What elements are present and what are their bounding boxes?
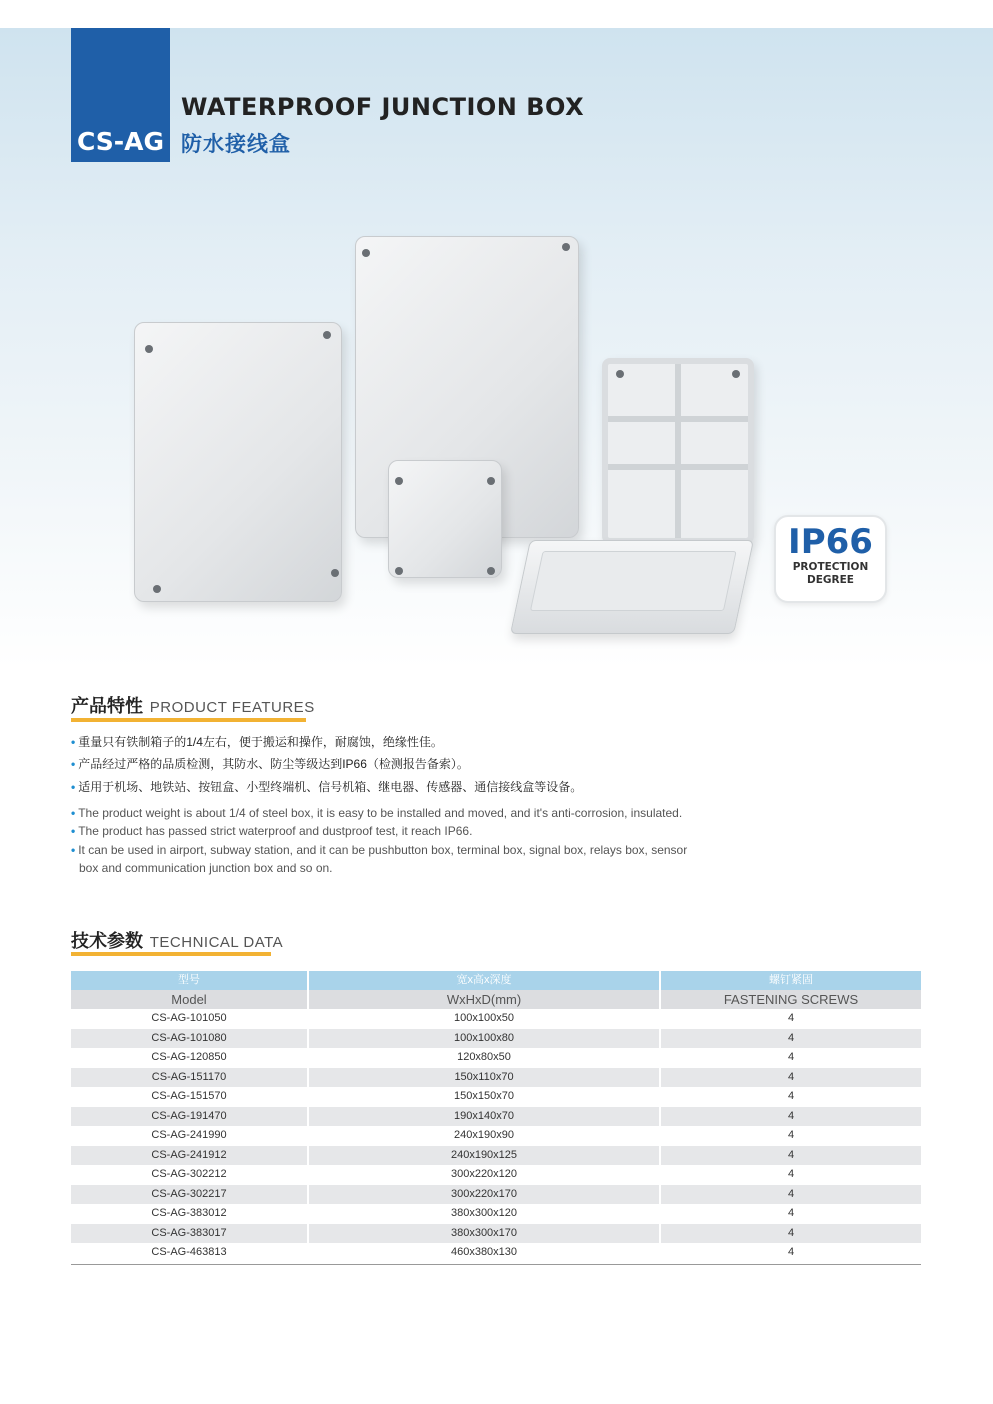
table-row	[71, 1243, 921, 1263]
screw-icon	[362, 249, 370, 257]
header-dimensions-en: WxHxD(mm)	[309, 990, 659, 1009]
cell-screws: 4	[661, 1068, 921, 1088]
cell-model: CS-AG-302212	[151, 1168, 227, 1180]
feature-en-3-continued: box and communication junction box and so on.	[79, 861, 333, 875]
cell-screws: 4	[787, 1090, 795, 1102]
features-heading-en: PRODUCT FEATURES	[149, 699, 315, 716]
cell-dimensions: 240x190x125	[309, 1146, 659, 1166]
cell-dimensions: 240x190x90	[454, 1129, 514, 1141]
inner-rib	[608, 416, 748, 422]
feature-en-text: The product has passed strict waterproof and dustproof test, it reach IP66.	[78, 824, 473, 838]
product-code: CS-AG	[76, 127, 165, 156]
cell-model: CS-AG-101080	[71, 1029, 307, 1049]
screw-icon	[487, 477, 495, 485]
cell-model: CS-AG-383017	[71, 1224, 307, 1244]
screw-icon	[331, 569, 339, 577]
cell-dimensions: 460x380x130	[450, 1246, 518, 1258]
screw-icon	[395, 567, 403, 575]
table-header-en	[71, 990, 921, 1009]
page-title-cn: 防水接线盒	[181, 133, 291, 156]
bullet-icon: •	[71, 757, 76, 771]
inner-rib	[608, 464, 748, 470]
table-header-cn	[71, 971, 921, 990]
junction-box-left	[134, 322, 342, 602]
technical-data-table	[71, 971, 921, 1265]
bullet-icon: •	[71, 824, 76, 838]
table-row	[71, 1165, 921, 1185]
cell-screws: 4	[787, 1012, 795, 1024]
junction-box-open	[602, 358, 754, 544]
technical-underline	[71, 952, 271, 956]
ip66-badge	[774, 515, 887, 603]
junction-box-small	[388, 460, 502, 578]
cell-dimensions: 150x150x70	[454, 1090, 514, 1102]
cell-model: CS-AG-463813	[151, 1246, 227, 1258]
header-screws-en: FASTENING SCREWS	[661, 990, 921, 1009]
screw-icon	[395, 477, 403, 485]
bullet-icon: •	[71, 843, 76, 857]
table-row	[71, 1029, 921, 1049]
cell-screws: 4	[661, 1185, 921, 1205]
lid-recess	[530, 551, 737, 611]
bullet-icon: •	[71, 780, 76, 794]
ip-rating: IP66	[788, 522, 873, 562]
feature-cn-text: 适用于机场、地铁站、按钮盒、小型终端机、信号机箱、继电器、传感器、通信接线盒等设备。	[78, 780, 583, 794]
feature-cn-3	[71, 778, 582, 795]
table-row	[71, 1224, 921, 1244]
cell-screws: 4	[787, 1168, 795, 1180]
cell-dimensions: 380x300x170	[309, 1224, 659, 1244]
ip-label-line1: PROTECTION	[792, 561, 869, 573]
cell-dimensions: 150x110x70	[309, 1068, 659, 1088]
table-row	[71, 1126, 921, 1146]
header-screws-cn: 螺钉紧固	[661, 971, 921, 990]
table-row	[71, 1185, 921, 1205]
screw-icon	[145, 345, 153, 353]
cell-dimensions: 120x80x50	[457, 1051, 511, 1063]
cell-dimensions: 100x100x80	[309, 1029, 659, 1049]
cell-screws: 4	[661, 1146, 921, 1166]
header-model-cn: 型号	[71, 971, 307, 990]
cell-screws: 4	[661, 1029, 921, 1049]
cell-dimensions: 300x220x120	[450, 1168, 518, 1180]
inner-rib	[675, 364, 681, 538]
cell-model: CS-AG-120850	[151, 1051, 227, 1063]
feature-en-text: It can be used in airport, subway station, and it can be pushbutton box, terminal box, signal box, relays box, sensor	[78, 843, 688, 857]
feature-cn-text: 重量只有铁制箱子的1/4左右，便于搬运和操作，耐腐蚀，绝缘性佳。	[78, 735, 443, 749]
table-body	[71, 1009, 921, 1263]
table-row	[71, 1146, 921, 1166]
screw-icon	[616, 370, 624, 378]
cell-model: CS-AG-191470	[71, 1107, 307, 1127]
screw-icon	[487, 567, 495, 575]
cell-screws: 4	[661, 1107, 921, 1127]
technical-heading	[71, 927, 283, 953]
cell-screws: 4	[661, 1224, 921, 1244]
screw-icon	[562, 243, 570, 251]
bullet-icon: •	[71, 735, 76, 749]
features-underline	[71, 718, 306, 722]
screw-icon	[153, 585, 161, 593]
page-title-en: WATERPROOF JUNCTION BOX	[181, 93, 585, 121]
feature-en-text: The product weight is about 1/4 of steel box, it is easy to be installed and moved, and it's anti-corrosion, insulated.	[78, 806, 683, 820]
product-photo	[120, 230, 770, 650]
cell-dimensions: 190x140x70	[309, 1107, 659, 1127]
cell-screws: 4	[787, 1129, 795, 1141]
screw-icon	[323, 331, 331, 339]
cell-screws: 4	[787, 1051, 795, 1063]
table-bottom-rule	[71, 1264, 921, 1265]
cell-dimensions: 100x100x50	[454, 1012, 514, 1024]
technical-heading-en: TECHNICAL DATA	[149, 934, 284, 951]
technical-heading-cn: 技术参数	[71, 931, 143, 951]
table-row	[71, 1068, 921, 1088]
cell-model: CS-AG-101050	[151, 1012, 227, 1024]
features-heading	[71, 692, 315, 718]
header-model-en: Model	[71, 990, 307, 1009]
table-row	[71, 1204, 921, 1224]
top-margin	[0, 0, 993, 28]
feature-cn-2	[71, 755, 469, 772]
cell-model: CS-AG-151570	[151, 1090, 227, 1102]
feature-cn-1	[71, 733, 443, 750]
table-row	[71, 1107, 921, 1127]
table-row	[71, 1087, 921, 1107]
cell-model: CS-AG-241912	[71, 1146, 307, 1166]
table-row	[71, 1009, 921, 1029]
cell-screws: 4	[787, 1207, 795, 1219]
cell-model: CS-AG-241990	[151, 1129, 227, 1141]
feature-en-3	[71, 843, 687, 857]
cell-model: CS-AG-383012	[151, 1207, 227, 1219]
features-heading-cn: 产品特性	[71, 696, 143, 716]
cell-dimensions: 380x300x120	[450, 1207, 518, 1219]
bullet-icon: •	[71, 806, 76, 820]
cell-screws: 4	[787, 1246, 795, 1258]
screw-icon	[732, 370, 740, 378]
junction-box-lid	[510, 540, 754, 634]
product-code-block	[71, 28, 170, 162]
cell-dimensions: 300x220x170	[309, 1185, 659, 1205]
feature-cn-text: 产品经过严格的品质检测，其防水、防尘等级达到IP66（检测报告备索）。	[78, 757, 469, 771]
cell-model: CS-AG-151170	[71, 1068, 307, 1088]
feature-en-2	[71, 824, 472, 838]
table-row	[71, 1048, 921, 1068]
header-dimensions-cn: 宽x高x深度	[309, 971, 659, 990]
ip-label-line2: DEGREE	[807, 574, 854, 586]
feature-en-1	[71, 806, 682, 820]
cell-model: CS-AG-302217	[71, 1185, 307, 1205]
